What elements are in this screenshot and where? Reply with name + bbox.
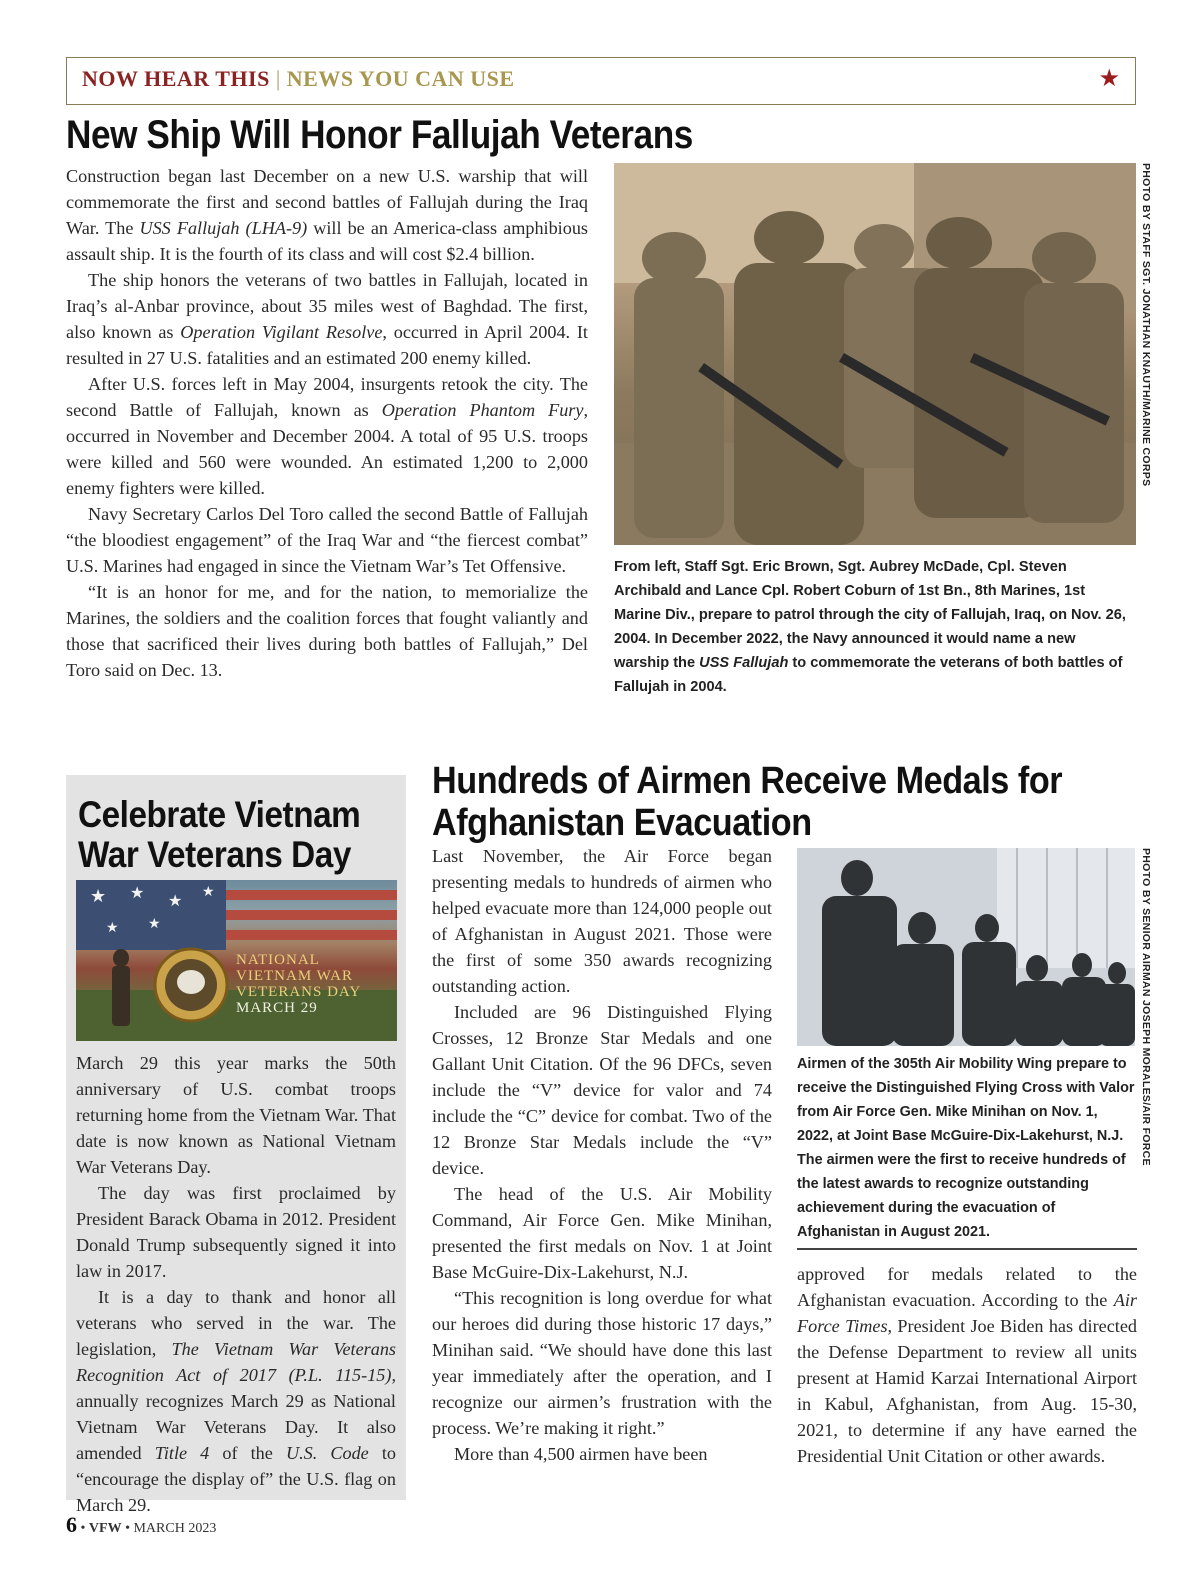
article2-continued — [797, 1261, 1137, 1469]
banner-subtitle: NEWS YOU CAN USE — [286, 66, 515, 91]
divider — [797, 1248, 1137, 1250]
article2-body — [432, 843, 772, 1467]
banner-title: NOW HEAR THIS — [82, 66, 270, 91]
image-text-line: VETERANS DAY — [236, 984, 362, 1000]
image-text-line: VIETNAM WAR — [236, 968, 353, 984]
sidebar-paragraph: March 29 this year marks the 50th anniversary of U.S. combat troops returning home from the Vietnam War. That date is now known as National Vietnam War Veterans Day. — [76, 1053, 396, 1177]
article1-paragraph: After U.S. forces left in May 2004, insurgents retook the city. The second Battle of Fallujah, known as Operation Phantom Fury, occurred in November and December 2004. A total of 95 U.S. troops were killed and 560 were wounded. An estimated 1,200 to 2,000 enemy fighters were killed. — [66, 374, 588, 498]
photo-caption: Airmen of the 305th Air Mobility Wing prepare to receive the Distinguished Flying Cross with Valor from Air Force Gen. Mike Minihan on Nov. 1, 2022, at Joint Base McGuire-Dix-Lakehurst, N.J. The airmen were the first to receive hundreds of the latest awards to recognize outstanding achievement during the evacuation of Afghanistan in August 2021. — [797, 1056, 1135, 1240]
marines-photo — [614, 163, 1136, 545]
svg-text:★: ★ — [168, 891, 183, 910]
article2-paragraph: “This recognition is long overdue for what our heroes did during those historic 17 days,” Minihan said. “We should have done this last year immediately after the operation, and I recognize our airmen’s frustration with the process. We’re making it right.” — [432, 1288, 772, 1438]
article2-paragraph: More than 4,500 airmen have been — [454, 1444, 708, 1464]
marines-photo-illustration — [614, 163, 1136, 545]
page-number: 6 — [66, 1512, 77, 1537]
vietnam-veterans-day-image — [76, 880, 397, 1041]
image-text-line: MARCH 29 — [236, 1000, 318, 1016]
svg-text:★: ★ — [90, 886, 107, 907]
airmen-photo — [797, 848, 1135, 1046]
issue-date: MARCH 2023 — [133, 1521, 217, 1536]
article1-paragraph: “It is an honor for me, and for the nation, to memorialize the Marines, the soldiers and the coalition forces that fought valiantly and those that sacrificed their lives during both battles of Fallujah,” Del Toro said on Dec. 13. — [66, 582, 588, 680]
svg-text:★: ★ — [130, 883, 145, 902]
sidebar-body — [76, 1050, 396, 1518]
photo-credit: PHOTO BY STAFF SGT. JONATHAN KNAUTH/MARINE CORPS — [1140, 163, 1152, 487]
section-banner-label — [82, 66, 515, 92]
article2-headline — [432, 760, 1080, 844]
page-footer — [66, 1512, 216, 1538]
image-text-block — [236, 952, 361, 1016]
footer-bullet: • — [125, 1521, 130, 1536]
article1-body — [66, 163, 588, 683]
image-text-line: NATIONAL — [236, 952, 320, 968]
article2-headline-line: Afghanistan Evacuation — [432, 802, 812, 844]
magazine-name: VFW — [88, 1521, 122, 1536]
svg-text:★: ★ — [148, 916, 161, 932]
article2-paragraph: Included are 96 Distinguished Flying Crosses, 12 Bronze Star Medals and one Gallant Unit Citation. Of the 96 DFCs, seven include the “V” device for valor and 74 include the “C” device for combat. Two of the 12 Bronze Star Medals include the “V” device. — [432, 1002, 772, 1178]
article1-paragraph: The ship honors the veterans of two battles in Fallujah, located in Iraq’s al-Anbar province, about 35 miles west of Baghdad. The first, also known as Operation Vigilant Resolve, occurred in April 2004. It resulted in 27 U.S. fatalities and an estimated 200 enemy killed. — [66, 270, 588, 368]
photo-caption: From left, Staff Sgt. Eric Brown, Sgt. Aubrey McDade, Cpl. Steven Archibald and Lance Cpl. Robert Coburn of 1st Bn., 8th Marines, 1st Marine Div., prepare to patrol through the city of Fallujah, Iraq, on Nov. 26, 2004. In December 2022, the Navy announced it would name a new warship the USS Fallujah to commemorate the veterans of both battles of Fallujah in 2004. — [614, 559, 1126, 695]
airmen-photo-illustration — [797, 848, 1135, 1046]
banner-separator: | — [275, 66, 281, 91]
article2-headline-line: Hundreds of Airmen Receive Medals for — [432, 760, 1063, 802]
article1-headline: New Ship Will Honor Fallujah Veterans — [66, 113, 693, 157]
sidebar-paragraph: It is a day to thank and honor all veterans who served in the war. The legislation, The Vietnam War Veterans Recognition Act of 2017 (P.L. 115-15), annually recognizes March 29 as National Vietnam War Veterans Day. It also amended Title 4 of the U.S. Code to “encourage the display of” the U.S. flag on March 29. — [76, 1287, 396, 1515]
svg-text:★: ★ — [106, 920, 119, 936]
photo-credit: PHOTO BY SENIOR AIRMAN JOSEPH MORALES/AIR FORCE — [1140, 848, 1152, 1166]
article2-paragraph: approved for medals related to the Afghanistan evacuation. According to the Air Force Times, President Joe Biden has directed the Defense Department to review all units present at Hamid Karzai International Airport in Kabul, Afghanistan, from Aug. 15-30, 2021, to determine if any have earned the Presidential Unit Citation or other awards. — [797, 1264, 1137, 1466]
star-icon: ★ — [1098, 66, 1120, 92]
sidebar-headline: Celebrate Vietnam War Veterans Day — [78, 794, 361, 875]
svg-text:★: ★ — [202, 884, 215, 900]
article1-paragraph: Construction began last December on a new U.S. warship that will commemorate the first and second battles of Fallujah during the Iraq War. The USS Fallujah (LHA-9) will be an America-class amphibious assault ship. It is the fourth of its class and will cost $2.4 billion. — [66, 166, 588, 264]
footer-bullet: • — [80, 1521, 86, 1536]
article2-paragraph: The head of the U.S. Air Mobility Command, Air Force Gen. Mike Minihan, presented the first medals on Nov. 1 at Joint Base McGuire-Dix-Lakehurst, N.J. — [432, 1184, 772, 1282]
article2-paragraph: Last November, the Air Force began presenting medals to hundreds of airmen who helped evacuate more than 124,000 people out of Afghanistan in August 2021. Those were the first of some 350 awards recognizing outstanding action. — [432, 846, 772, 996]
article1-paragraph: Navy Secretary Carlos Del Toro called the second Battle of Fallujah “the bloodiest engagement” of the Iraq War and “the fiercest combat” U.S. Marines had engaged in since the Vietnam War’s Tet Offensive. — [66, 504, 588, 576]
sidebar-paragraph: The day was first proclaimed by President Barack Obama in 2012. President Donald Trump subsequently signed it into law in 2017. — [76, 1183, 396, 1281]
